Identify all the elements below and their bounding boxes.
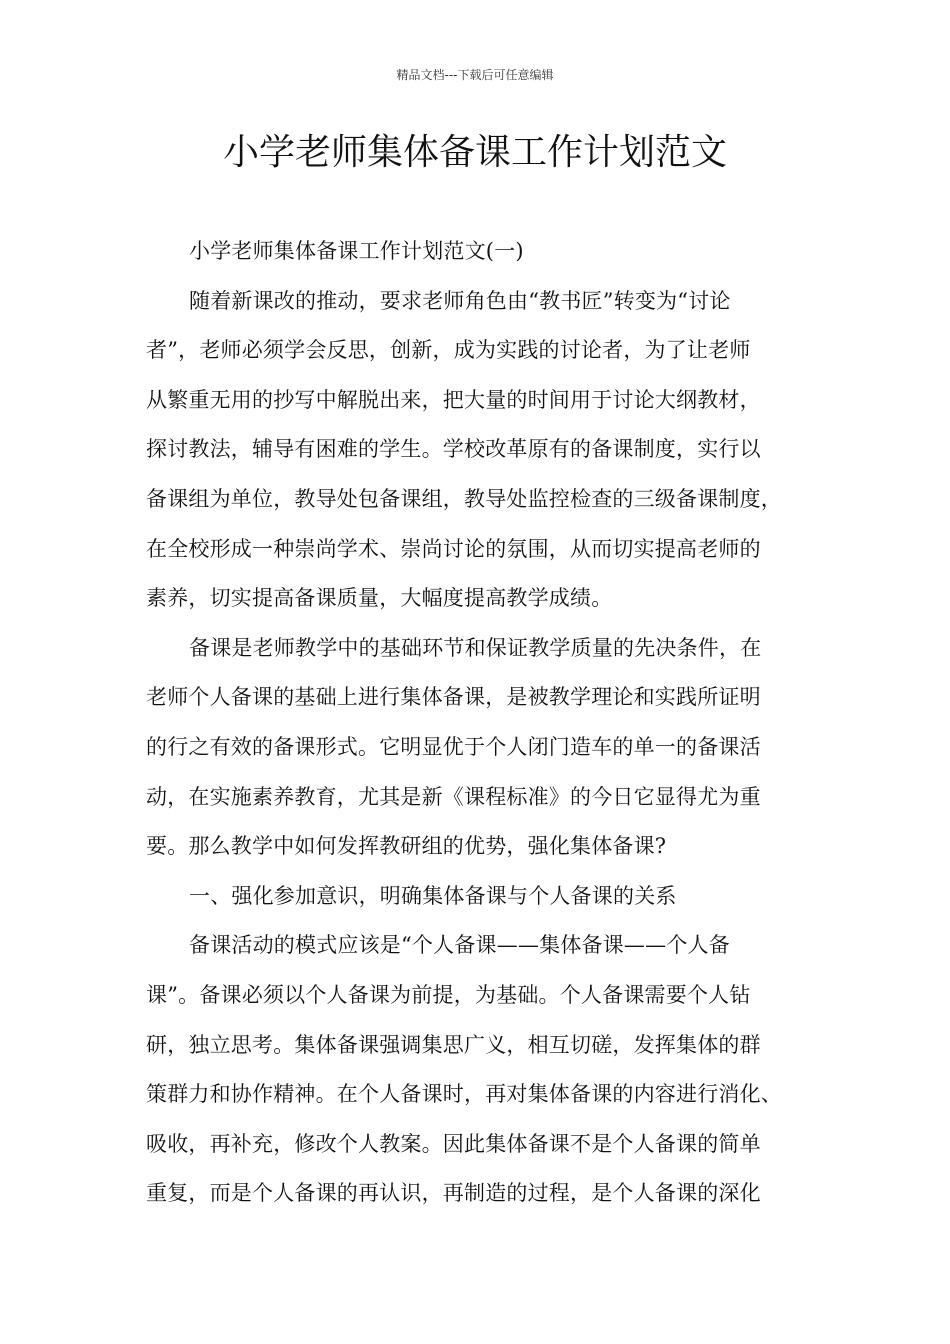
paragraph-line: 备课组为单位，教导处包备课组，教导处监控检查的三级备课制度， — [146, 486, 782, 511]
paragraph-line: 在全校形成一种崇尚学术、崇尚讨论的氛围，从而切实提高老师的 — [146, 536, 761, 561]
document-body — [146, 227, 826, 1219]
paragraph-line: 研，独立思考。集体备课强调集思广义，相互切磋，发挥集体的群 — [146, 1032, 761, 1057]
subheading: 一、强化参加意识，明确集体备课与个人备课的关系 — [189, 883, 677, 908]
paragraph-line: 要。那么教学中如何发挥教研组的优势，强化集体备课? — [146, 834, 667, 859]
paragraph-line: 的行之有效的备课形式。它明显优于个人闭门造车的单一的备课活 — [146, 734, 761, 759]
paragraph-line: 老师个人备课的基础上进行集体备课，是被教学理论和实践所证明 — [146, 685, 761, 710]
document-title: 小学老师集体备课工作计划范文 — [222, 132, 727, 173]
paragraph-line: 者”，老师必须学会反思，创新，成为实践的讨论者，为了让老师 — [146, 338, 751, 363]
paragraph-line: 动，在实施素养教育，尤其是新《课程标准》的今日它显得尤为重 — [146, 784, 761, 809]
section-heading: 小学老师集体备课工作计划范文(一) — [189, 239, 524, 263]
header-note: 精品文档---下载后可任意编辑 — [396, 68, 554, 82]
paragraph-line: 随着新课改的推动，要求老师角色由“教书匠”转变为“讨论 — [189, 288, 731, 313]
paragraph-line: 策群力和协作精神。在个人备课时，再对集体备课的内容进行消化、 — [146, 1082, 782, 1107]
paragraph-line: 吸收，再补充，修改个人教案。因此集体备课不是个人备课的简单 — [146, 1131, 761, 1156]
paragraph-line: 重复，而是个人备课的再认识，再制造的过程，是个人备课的深化 — [146, 1181, 761, 1206]
paragraph-line: 备课活动的模式应该是“个人备课——集体备课——个人备 — [189, 933, 730, 958]
paragraph-line: 备课是老师教学中的基础环节和保证教学质量的先决条件，在 — [189, 635, 762, 660]
paragraph-line: 素养，切实提高备课质量，大幅度提高教学成绩。 — [146, 586, 613, 611]
paragraph-line: 从繁重无用的抄写中解脱出来，把大量的时间用于讨论大纲教材， — [146, 387, 761, 412]
paragraph-line: 探讨教法，辅导有困难的学生。学校改革原有的备课制度，实行以 — [146, 437, 761, 462]
paragraph-line: 课”。备课必须以个人备课为前提，为基础。个人备课需要个人钻 — [146, 982, 751, 1007]
